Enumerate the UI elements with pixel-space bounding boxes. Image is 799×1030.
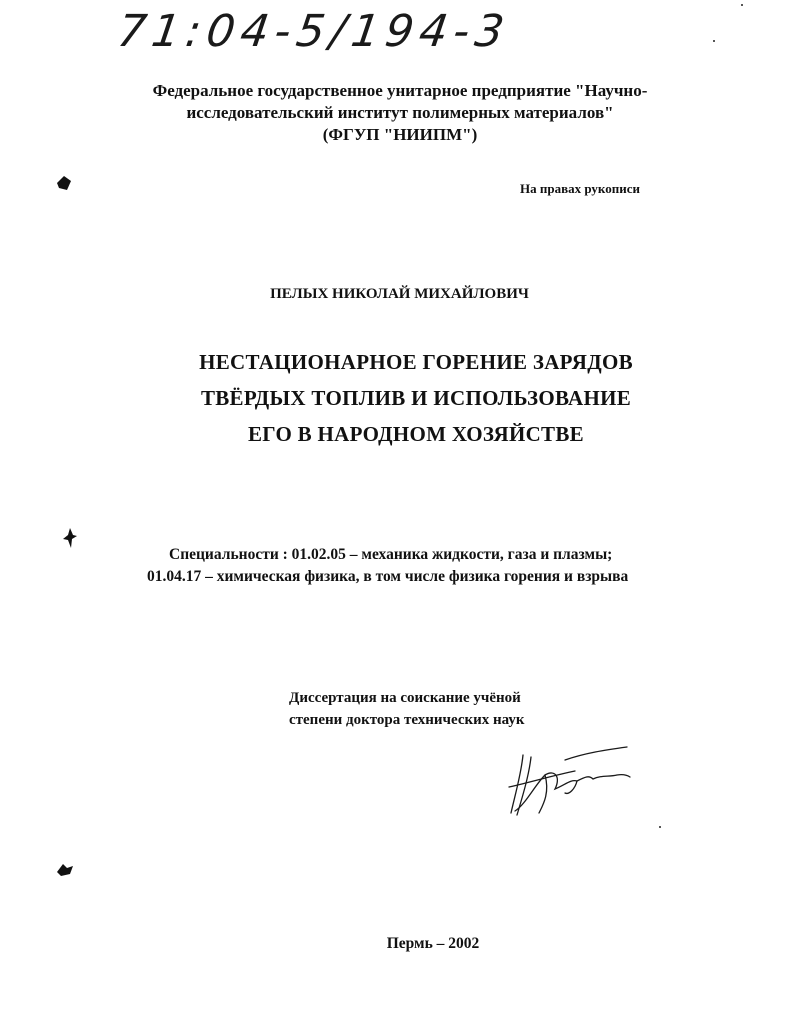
organization-line: Федеральное государственное унитарное предприятие "Научно- <box>152 81 648 100</box>
punch-hole-mark <box>55 175 73 191</box>
archive-code: 71:04-5/194-3 <box>114 6 513 57</box>
organization-line: исследовательский институт полимерных материалов" <box>186 103 614 122</box>
dissertation-title <box>0 344 799 452</box>
specialty-line: 01.04.17 – химическая физика, в том числе физика горения и взрыва <box>147 568 629 585</box>
speck <box>741 4 743 6</box>
organization-abbreviation: (ФГУП "НИИПМ") <box>322 125 478 144</box>
author-name: ПЕЛЫХ НИКОЛАЙ МИХАЙЛОВИЧ <box>270 286 529 302</box>
title-line: ЕГО В НАРОДНОМ ХОЗЯЙСТВЕ <box>248 422 584 446</box>
speck <box>659 826 661 828</box>
organization-header <box>140 80 660 146</box>
specialty-line: Специальности : 01.02.05 – механика жидкости, газа и плазмы; <box>169 546 613 563</box>
city-year: Пермь – 2002 <box>386 935 480 952</box>
rights-note: На правах рукописи <box>520 181 640 196</box>
specialties-block <box>147 544 707 588</box>
degree-statement <box>289 687 525 731</box>
title-line: НЕСТАЦИОНАРНОЕ ГОРЕНИЕ ЗАРЯДОВ <box>199 350 633 374</box>
title-line: ТВЁРДЫХ ТОПЛИВ И ИСПОЛЬЗОВАНИЕ <box>200 386 632 410</box>
speck <box>713 40 715 42</box>
degree-line: Диссертация на соискание учёной <box>289 690 521 706</box>
punch-hole-mark <box>62 527 78 549</box>
punch-hole-mark <box>55 862 75 878</box>
signature <box>505 745 635 820</box>
degree-line: степени доктора технических наук <box>289 712 525 728</box>
